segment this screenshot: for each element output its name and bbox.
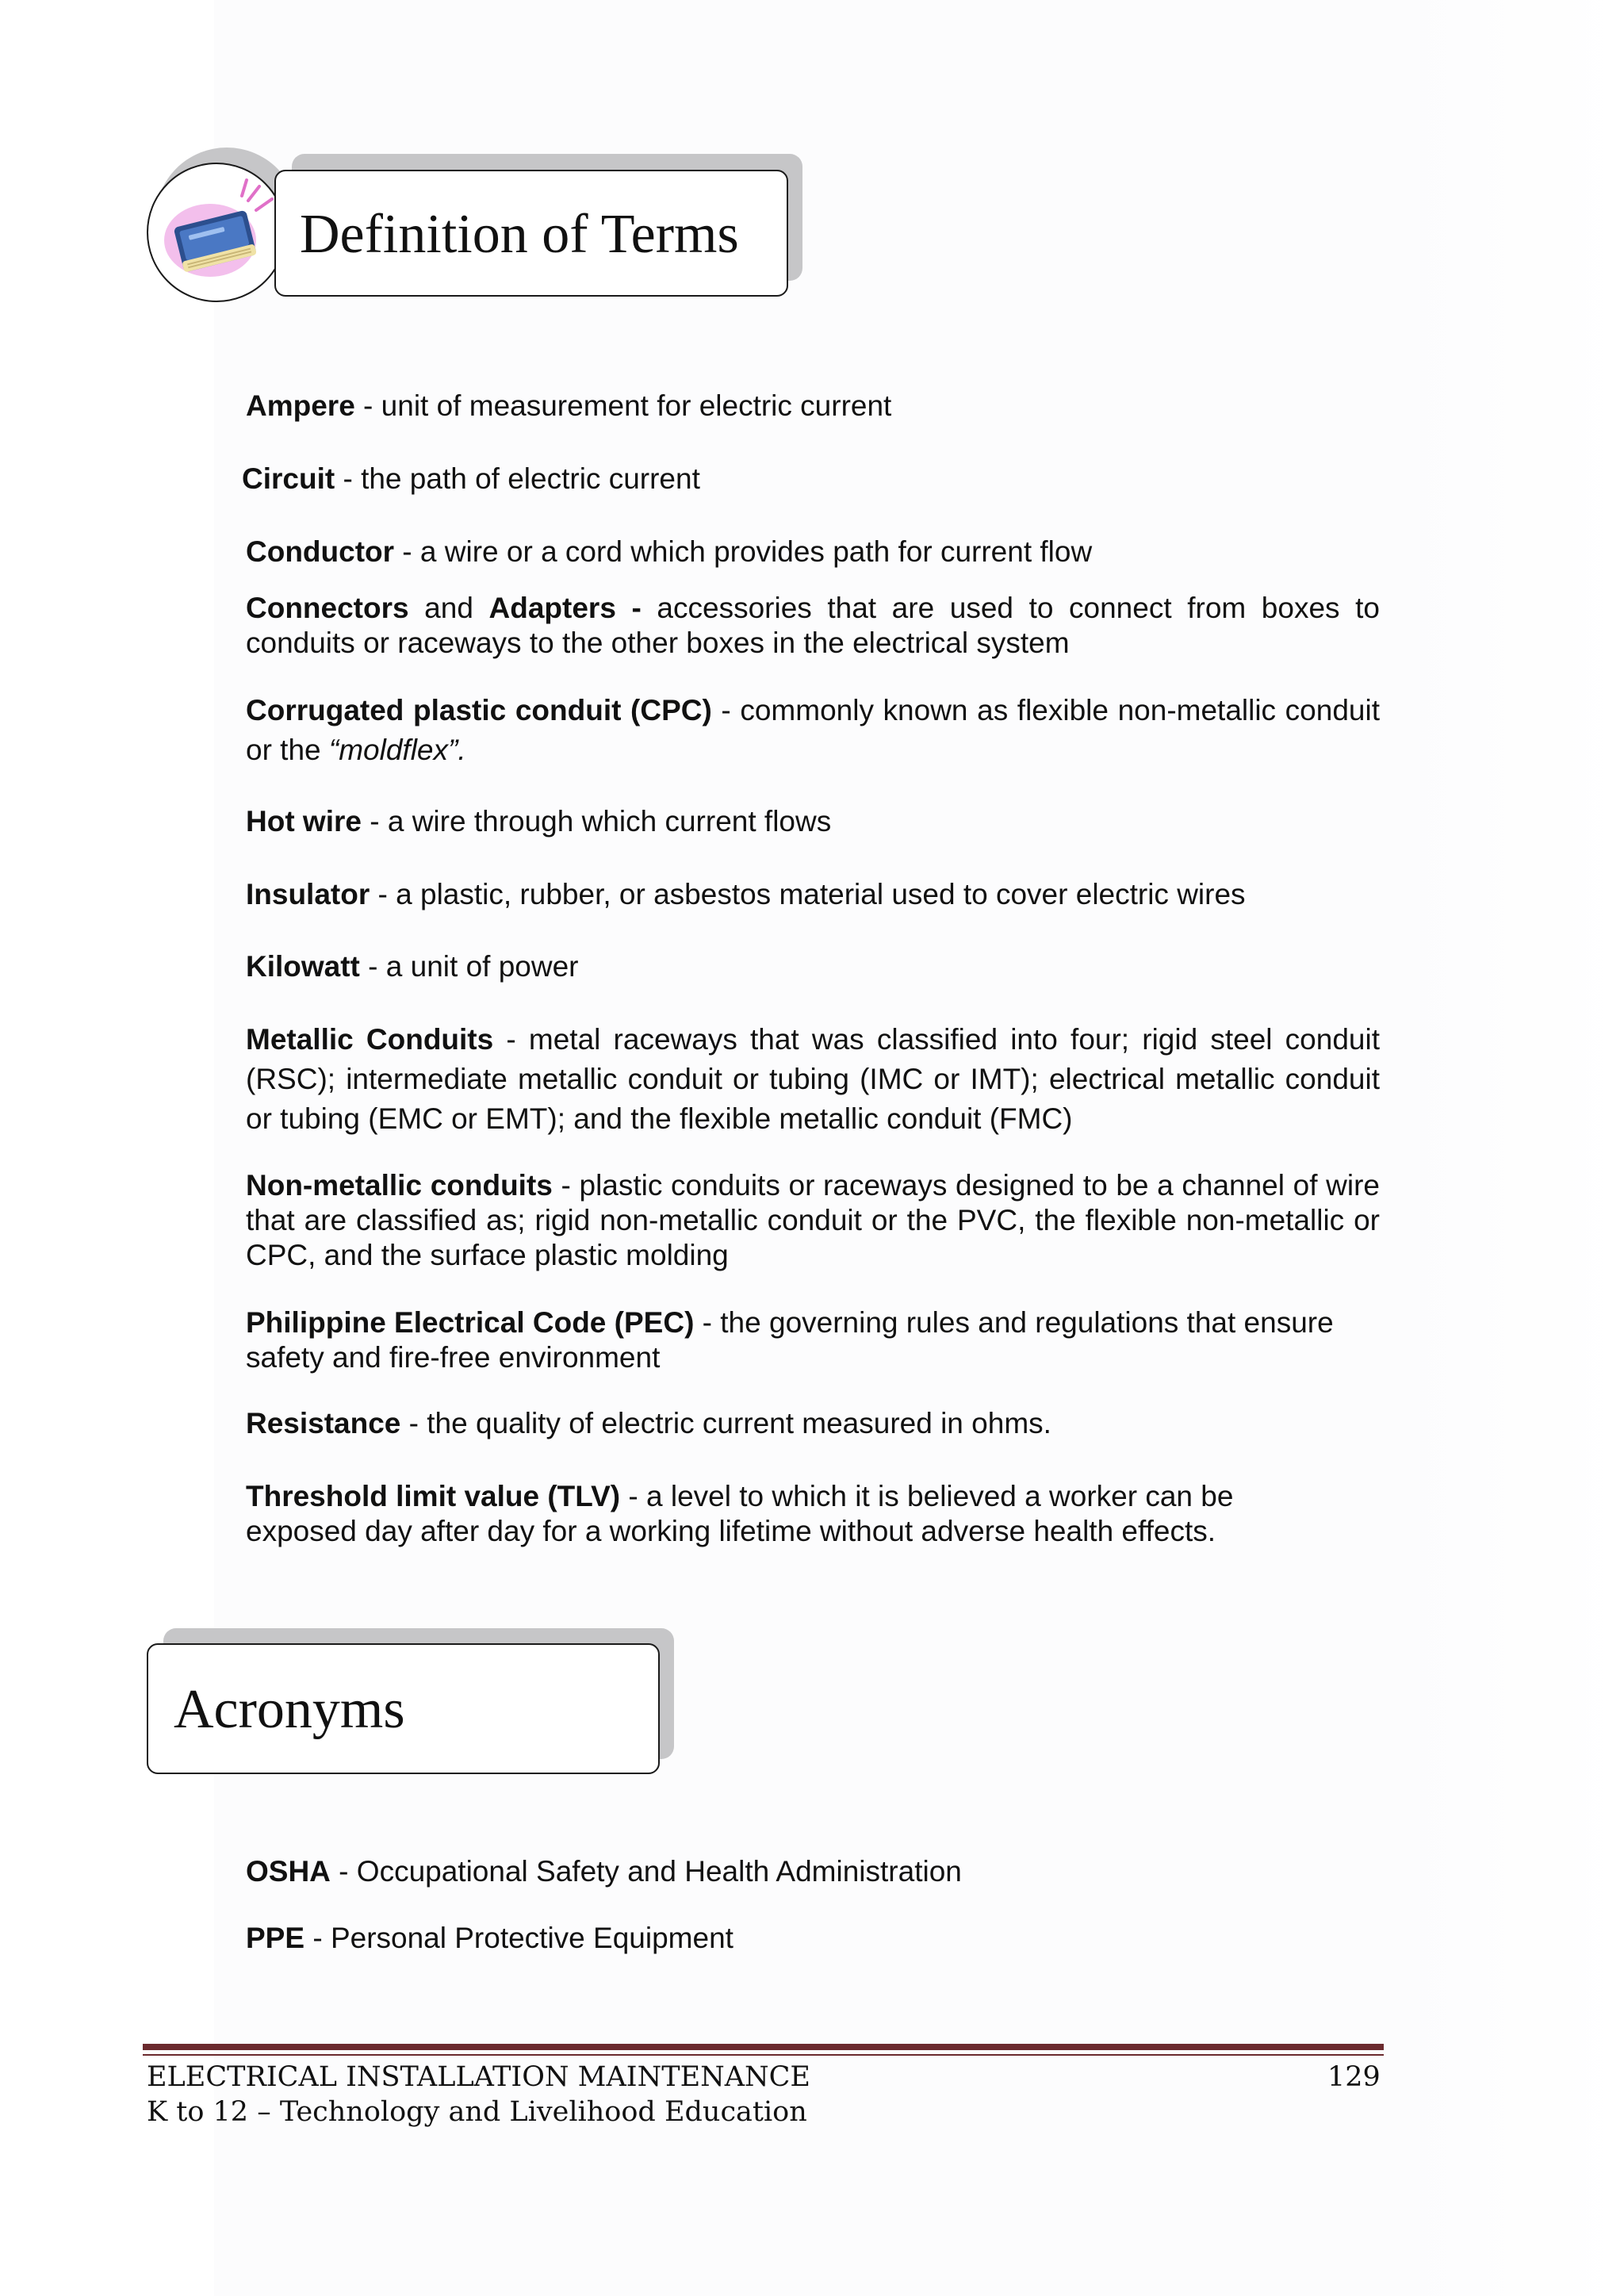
- definition-of-terms-header: [274, 170, 788, 297]
- term-non-metallic-conduits: Non-metallic conduits - plastic conduits or raceways designed to be a channel of wire that are classified as; rigid non-metallic conduit or the PVC, the flexible non-metallic or CPC, and the surface plastic molding: [246, 1169, 1380, 1271]
- term-connectors-adapters: Connectors and Adapters - accessories that are used to connect from boxes to conduits or raceways to the other boxes in the electrical system: [246, 592, 1380, 659]
- page-title: Definition of Terms: [300, 204, 739, 265]
- book-icon: [147, 163, 286, 302]
- footer-program-title: K to 12 – Technology and Livelihood Education: [147, 2096, 807, 2128]
- term-insulator: Insulator - a plastic, rubber, or asbestos material used to cover electric wires: [246, 878, 1246, 910]
- page-edge-shade: [1388, 0, 1624, 2296]
- term-conductor: Conductor - a wire or a cord which provides path for current flow: [246, 535, 1093, 568]
- acronym-ppe: PPE - Personal Protective Equipment: [246, 1922, 733, 1954]
- footer-rule: [143, 2044, 1384, 2050]
- term-ampere: Ampere - unit of measurement for electric current: [246, 389, 892, 422]
- term-hot-wire: Hot wire - a wire through which current flows: [246, 805, 832, 838]
- term-resistance: Resistance - the quality of electric current measured in ohms.: [246, 1407, 1051, 1439]
- term-metallic-conduits: Metallic Conduits - metal raceways that was classified into four; rigid steel conduit (RSC); intermediate metallic conduit or tubing (IMC or IMT); electrical metallic conduit or tubing (EMC or EMT); and the flexible metallic conduit (FMC): [246, 1023, 1380, 1135]
- footer-course-title: ELECTRICAL INSTALLATION MAINTENANCE: [147, 2061, 810, 2093]
- acronyms-header: [147, 1643, 660, 1774]
- section-title: Acronyms: [174, 1679, 405, 1740]
- term-cpc: Corrugated plastic conduit (CPC) - commonly known as flexible non-metallic conduit or the “moldflex”.: [246, 694, 1380, 766]
- term-circuit: Circuit - the path of electric current: [242, 462, 700, 495]
- footer-rule-thin: [143, 2054, 1384, 2056]
- term-pec: Philippine Electrical Code (PEC) - the governing rules and regulations that ensure safety and fire-free environment: [246, 1306, 1334, 1374]
- footer-page-number: 129: [1327, 2061, 1381, 2093]
- term-kilowatt: Kilowatt - a unit of power: [246, 950, 579, 983]
- acronym-osha: OSHA - Occupational Safety and Health Administration: [246, 1855, 962, 1888]
- term-tlv: Threshold limit value (TLV) - a level to which it is believed a worker can be exposed day after day for a working lifetime without adverse health effects.: [246, 1480, 1234, 1547]
